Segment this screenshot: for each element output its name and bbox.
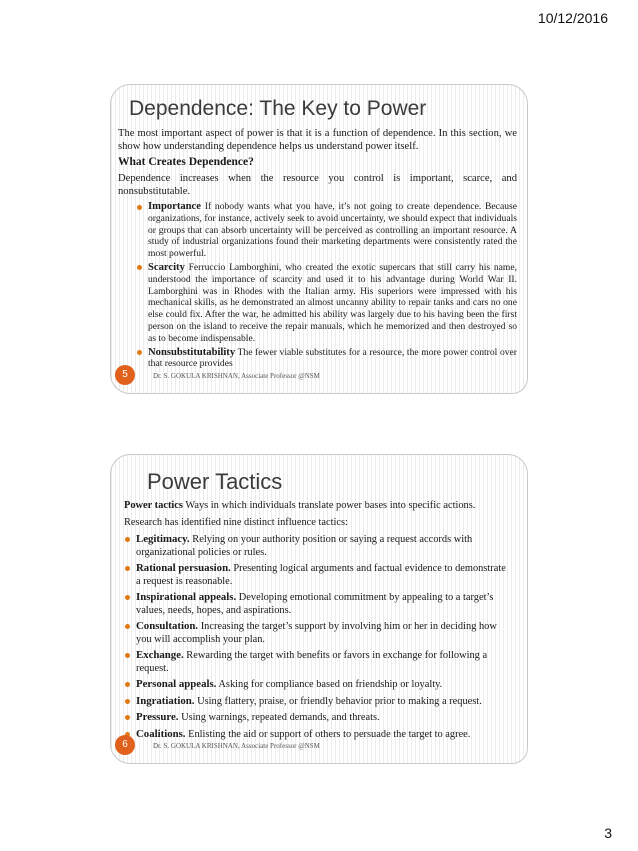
bullet-icon [125, 653, 130, 658]
statement-paragraph: Dependence increases when the resource you control is important, scarce, and nonsubstitutable. [118, 173, 517, 197]
slide-title: Dependence: The Key to Power [129, 97, 427, 120]
bullet-icon [125, 624, 130, 629]
item-lead: Scarcity [148, 261, 185, 273]
list-item [124, 591, 511, 617]
slide-footer [111, 363, 527, 385]
author-credit: Dr. S. GOKULA KRISHNAN, Associate Professor @NSM [153, 372, 320, 380]
item-text: Asking for compliance based on friendship or loyalty. [216, 679, 443, 690]
item-lead: Pressure. [136, 711, 179, 723]
list-item [124, 533, 511, 559]
bullet-icon [125, 537, 130, 542]
list-item [124, 620, 511, 646]
question-heading: What Creates Dependence? [118, 156, 254, 168]
slide-6 [110, 454, 528, 764]
bullet-icon [125, 715, 130, 720]
slide-footer [111, 733, 527, 755]
item-lead: Ingratiation. [136, 694, 195, 707]
intro-paragraph: The most important aspect of power is that it is a function of dependence. In this section, we show how understanding dependence helps us understand power itself. [118, 128, 517, 152]
item-text: If nobody wants what you have, it’s not going to create dependence. Because organizations, for instance, actively seek to avoid uncertainty, we should expect that individuals or groups that can absorb uncertainty will be perceived as controlling an important resource. A study of industrial organizations found their marketing departments were consistently rated the most powerful. [148, 201, 517, 260]
bullet-icon [137, 205, 142, 210]
item-text: Enlisting the aid or support of others to persuade the target to agree. [185, 728, 471, 740]
list-item [136, 262, 517, 345]
item-lead: Inspirational appeals. [136, 591, 237, 603]
item-lead: Personal appeals. [136, 678, 217, 690]
slide-number-badge: 6 [115, 735, 135, 755]
bullet-icon [137, 265, 142, 270]
intro-text: Ways in which individuals translate power bases into specific actions. [182, 500, 476, 511]
item-text: Ferruccio Lamborghini, who created the exotic supercars that still carry his name, understood the importance of scarcity and used it to his advantage during World War II. Lamborghini was in Rhodes with the Italian army. His superiors were impressed with his mechanical skills, as he demonstrated an almost uncanny ability to repair tanks and cars no one else could fix. After the war, he admitted his ability was largely due to his having been the first person on the island to receive the repair manuals, which he memorized and then destroyed so as to become indispensable. [148, 261, 517, 344]
slide-number-badge: 5 [115, 365, 135, 385]
item-lead: Legitimacy. [136, 533, 190, 545]
tactics-list [124, 533, 511, 741]
research-paragraph: Research has identified nine distinct influence tactics: [124, 516, 348, 528]
item-lead: Exchange. [136, 649, 184, 661]
handout-date: 10/12/2016 [537, 10, 608, 26]
slide-5 [110, 84, 528, 394]
bullet-icon [137, 350, 142, 355]
item-text: Presenting logical arguments and factual evidence to demonstrate a request is reasonable. [136, 563, 506, 587]
bullet-list [136, 201, 517, 370]
bullet-icon [125, 682, 130, 687]
list-item [136, 201, 517, 260]
page-number: 3 [604, 825, 612, 841]
item-lead: Coalitions. [136, 727, 186, 740]
item-lead: Importance [148, 201, 201, 212]
bullet-icon [125, 595, 130, 600]
item-lead: Consultation. [136, 620, 199, 632]
item-text: Using warnings, repeated demands, and threats. [178, 712, 380, 723]
item-text: Rewarding the target with benefits or favors in exchange for following a request. [136, 650, 488, 674]
item-text: Using flattery, praise, or friendly behavior prior to making a request. [194, 695, 482, 707]
item-text: Relying on your authority position or saying a request accords with organizational policies or rules. [136, 534, 473, 558]
list-item [124, 678, 511, 692]
intro-paragraph [124, 500, 511, 513]
list-item [124, 711, 511, 725]
item-text: The fewer viable substitutes for a resource, the more power control over that resource provides [148, 346, 517, 370]
intro-lead: Power tactics [124, 500, 183, 511]
item-lead: Nonsubstitutability [148, 346, 236, 358]
bullet-icon [125, 566, 130, 571]
slide-body [124, 500, 511, 744]
slide-title: Power Tactics [147, 469, 283, 494]
author-credit: Dr. S. GOKULA KRISHNAN, Associate Professor @NSM [153, 742, 320, 750]
list-item [124, 562, 511, 588]
item-text: Increasing the target’s support by involving him or her in deciding how you will accomplish your plan. [136, 621, 497, 645]
item-lead: Rational persuasion. [136, 562, 231, 574]
list-item [124, 695, 511, 709]
list-item [124, 649, 511, 675]
slide-body [118, 127, 517, 372]
item-text: Developing emotional commitment by appealing to a target’s values, needs, hopes, and aspirations. [136, 592, 494, 616]
bullet-icon [125, 699, 130, 704]
